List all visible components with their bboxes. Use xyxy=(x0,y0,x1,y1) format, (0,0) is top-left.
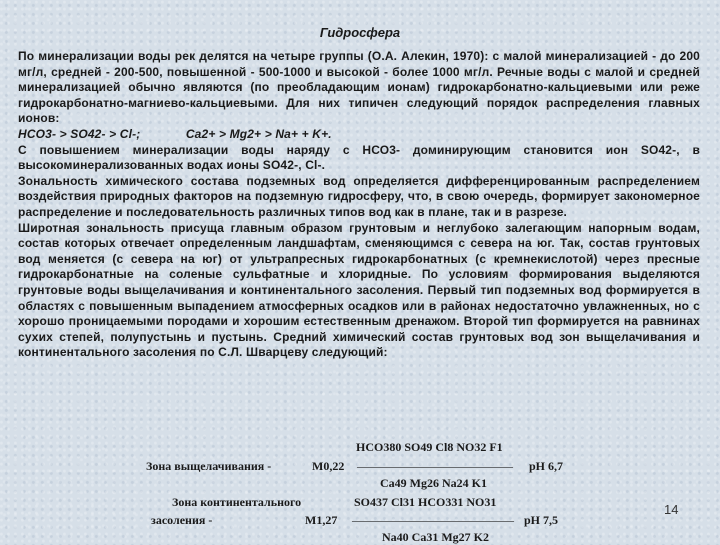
leaching-fraction-line: –––––––––––––––––––––––––– xyxy=(357,459,513,473)
leaching-ph: pH 6,7 xyxy=(529,459,564,473)
leaching-cations: Ca49 Mg26 Na24 K1 xyxy=(380,476,487,490)
ion-order-anions: НСО3- > SO42- > Cl-; xyxy=(18,126,141,141)
ion-order-cations: Ca2+ > Mg2+ > Na+ + K+. xyxy=(185,126,332,141)
page-number: 14 xyxy=(664,502,679,517)
paragraph-zonality: Зональность химического состава подземных вод определяется дифференцированным распределением воздействия природных факторов на подземную гидросферу, что, в свою очередь, формирует закономерное распределение и последовательность различных типов вод как в плане, так и в разрезе. xyxy=(18,173,700,219)
paragraph-river-mineralization: По минерализации воды рек делятся на четыре группы (О.А. Алекин, 1970): с малой минерализацией - до 200 мг/л, средней - 200-500, повышенной - 500-1000 и высокой - более 1000 мг/л. Речные воды с малой и средней минерализацией обычно являются (по преобладающим ионам) гидрокарбонатно-кальциевыми или реже гидрокарбонатно-магниево-кальциевыми. Для них типичен следующий порядок распределения главных ионов: xyxy=(18,49,700,126)
salinization-anions: SO437 Cl31 НСО331 NO31 xyxy=(354,495,497,509)
salinization-ph: pH 7,5 xyxy=(524,513,559,527)
salinization-fraction-line: ––––––––––––––––––––––––––– xyxy=(352,513,514,527)
salinization-zone-label-line1: Зона континентального xyxy=(172,495,302,509)
salinization-mineralization: М1,27 xyxy=(305,513,338,527)
leaching-mineralization: М0,22 xyxy=(312,459,345,473)
body-text xyxy=(18,49,700,361)
leaching-zone-label: Зона выщелачивания - xyxy=(146,459,272,473)
chemical-formulas xyxy=(0,440,720,544)
paragraph-mineralization-increase: С повышением минерализации воды наряду с НСО3- доминирующим становится ион SO42-, в высокоминерализованных водах ионы SO42-, Cl-. xyxy=(18,142,700,173)
salinization-zone-label-line2: засоления - xyxy=(151,513,213,527)
ion-order-line xyxy=(18,127,700,143)
page-title: Гидросфера xyxy=(319,25,401,40)
leaching-anions: НСО380 SO49 Cl8 NO32 F1 xyxy=(356,440,503,454)
salinization-cations: Na40 Ca31 Mg27 K2 xyxy=(382,530,489,544)
paragraph-latitudinal-zonality: Широтная зональность присуща главным образом грунтовым и неглубоко залегающим напорным водам, состав которых отвечает определенным ландшафтам, сменяющимся с севера на юг. Так, состав грунтовых вод меняется (с севера на юг) от ультрапресных гидрокарбонатных (с кремнекислотой) через пресные гидрокарбонатные на соленые сульфатные и хлоридные. По условиям формирования выделяются грунтовые воды выщелачивания и континентального засоления. Первый тип подземных вод формируется в областях с повышенным выпадением атмосферных осадков или в районах недостаточно увлажненных, но с хорошо проницаемыми породами и хорошим естественным дренажом. Второй тип формируется на равнинах сухих степей, полупустынь и пустынь. Средний химический состав грунтовых вод зон выщелачивания и континентального засоления по С.Л. Шварцеву следующий: xyxy=(18,220,700,360)
